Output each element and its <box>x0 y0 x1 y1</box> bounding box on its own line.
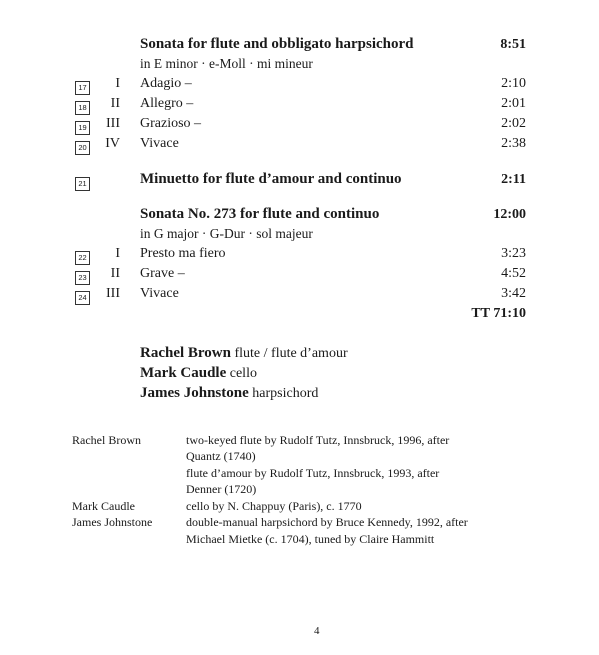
instrument-line: cello by N. Chappuy (Paris), c. 1770 <box>186 499 362 513</box>
work-key: in G major · G-Dur · sol majeur <box>140 226 313 241</box>
performer-name: Mark Caudle <box>140 365 227 381</box>
instrument-line: flute d’amour by Rudolf Tutz, Innsbruck, 1993, after <box>186 466 440 480</box>
movement-tempo: Vivace <box>140 286 179 301</box>
total-time: TT 71:10 <box>471 306 526 321</box>
performer-role: flute / flute d’amour <box>234 346 348 361</box>
track-number-icon: 18 <box>75 101 90 115</box>
instrument-line: Michael Mietke (c. 1704), tuned by Claire Hammitt <box>186 532 435 546</box>
work-duration: 8:51 <box>500 37 526 52</box>
work-title: Minuetto for flute d’amour and continuo <box>140 171 402 187</box>
performer-line <box>140 345 348 362</box>
movement-duration: 2:38 <box>501 136 526 151</box>
performer-line <box>140 365 257 382</box>
instrument-line: double-manual harpsichord by Bruce Kennedy, 1992, after <box>186 515 468 529</box>
movement-tempo: Grave – <box>140 266 185 281</box>
instrument-line: Quantz (1740) <box>186 449 256 463</box>
movement-numeral: III <box>106 286 120 301</box>
movement-numeral: I <box>115 246 120 261</box>
instrument-owner: Mark Caudle <box>72 499 135 513</box>
movement-tempo: Adagio – <box>140 76 192 91</box>
movement-tempo: Grazioso – <box>140 116 202 131</box>
performer-name: James Johnstone <box>140 385 249 401</box>
movement-duration: 3:42 <box>501 286 526 301</box>
movement-numeral: II <box>110 96 120 111</box>
movement-numeral: I <box>115 76 120 91</box>
work-title: Sonata for flute and obbligato harpsichord <box>140 36 414 52</box>
instrument-owner: Rachel Brown <box>72 433 141 447</box>
movement-tempo: Presto ma fiero <box>140 246 226 261</box>
movement-duration: 2:10 <box>501 76 526 91</box>
work-title: Sonata No. 273 for flute and continuo <box>140 206 380 222</box>
track-number-icon: 21 <box>75 177 90 191</box>
movement-numeral: II <box>110 266 120 281</box>
track-number-icon: 19 <box>75 121 90 135</box>
movement-numeral: IV <box>105 136 120 151</box>
work-key: in E minor · e-Moll · mi mineur <box>140 56 313 71</box>
track-number-icon: 17 <box>75 81 90 95</box>
movement-duration: 2:01 <box>501 96 526 111</box>
track-number-icon: 24 <box>75 291 90 305</box>
page-number: 4 <box>314 625 320 637</box>
performer-name: Rachel Brown <box>140 345 231 361</box>
performer-role: harpsichord <box>252 386 319 401</box>
movement-tempo: Vivace <box>140 136 179 151</box>
movement-numeral: III <box>106 116 120 131</box>
track-number-icon: 22 <box>75 251 90 265</box>
performer-line <box>140 385 318 402</box>
movement-tempo: Allegro – <box>140 96 194 111</box>
track-number-icon: 23 <box>75 271 90 285</box>
movement-duration: 3:23 <box>501 246 526 261</box>
track-number-icon: 20 <box>75 141 90 155</box>
movement-duration: 2:02 <box>501 116 526 131</box>
work-duration: 12:00 <box>493 207 526 222</box>
work-duration: 2:11 <box>501 172 526 187</box>
performer-role: cello <box>229 366 257 381</box>
instrument-line: two-keyed flute by Rudolf Tutz, Innsbruck, 1996, after <box>186 433 450 447</box>
movement-duration: 4:52 <box>501 266 526 281</box>
instrument-owner: James Johnstone <box>72 515 153 529</box>
instrument-line: Denner (1720) <box>186 482 257 496</box>
